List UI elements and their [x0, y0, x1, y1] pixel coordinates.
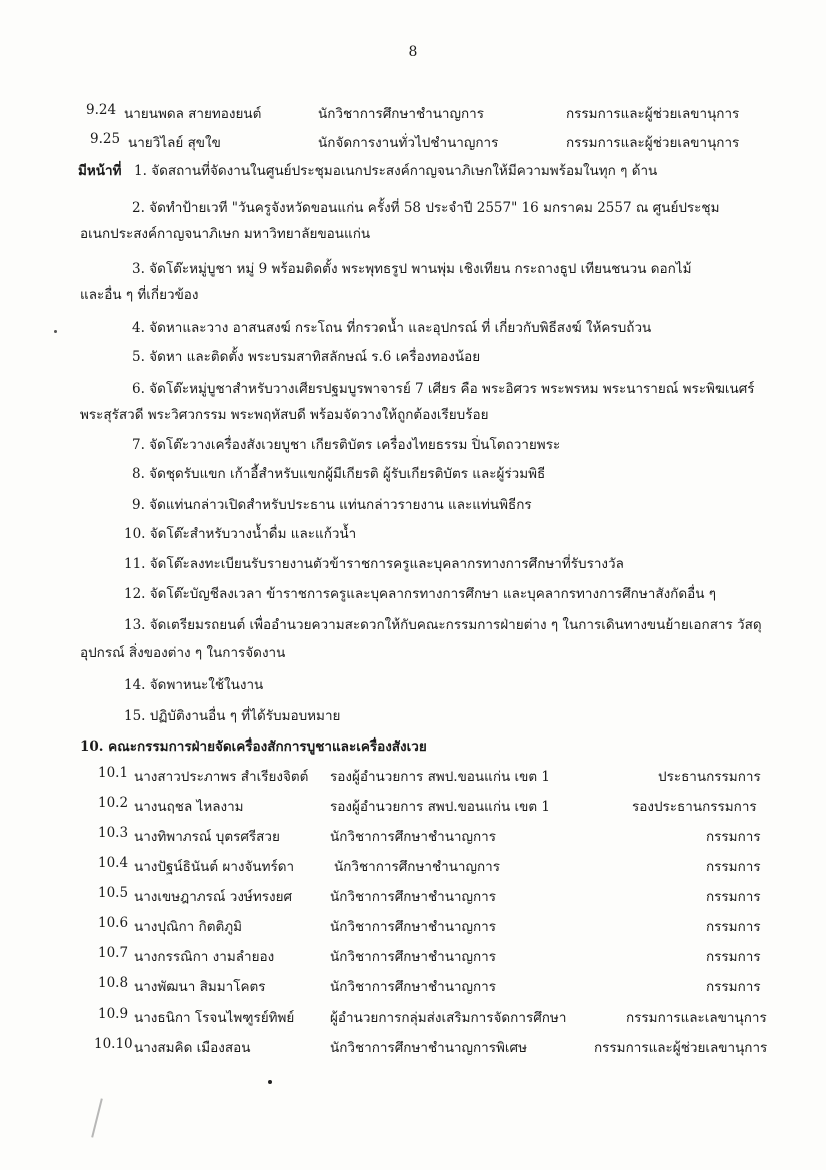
member-number: 10.6 [98, 915, 129, 931]
member-position: นักวิชาการศึกษาชำนาญการ [330, 949, 497, 965]
member-position: นักวิชาการศึกษาชำนาญการ [330, 829, 497, 845]
member-name: นางกรรณิกา งามลำยอง [134, 949, 275, 965]
member-row [0, 765, 826, 787]
member-row [0, 885, 826, 907]
duty-item: 8. จัดชุดรับแขก เก้าอี้สำหรับแขกผู้มีเกียรติ ผู้รับเกียรติบัตร และผู้ร่วมพิธี [132, 466, 546, 482]
duty-item: 4. จัดหาและวาง อาสนสงฆ์ กระโถน ที่กรวดน้ำ และอุปกรณ์ ที่ เกี่ยวกับพิธีสงฆ์ ให้ครบถ้วน [132, 320, 652, 336]
member-number: 10.10 [94, 1036, 133, 1052]
member-number: 10.2 [98, 795, 129, 811]
member-role: รองประธานกรรมการ [632, 799, 757, 815]
duty-item: 10. จัดโต๊ะสำหรับวางน้ำดื่ม และแก้วน้ำ [124, 526, 357, 542]
member-position: รองผู้อำนวยการ สพป.ขอนแก่น เขต 1 [330, 799, 551, 815]
member-role: กรรมการ [706, 919, 761, 935]
member-name: นางพัฒนา สิมมาโคตร [134, 979, 266, 995]
duties-label: มีหน้าที่ [78, 163, 122, 179]
duty-item: 1. จัดสถานที่จัดงานในศูนย์ประชุมอเนกประสงค์กาญจนาภิเษกให้มีความพร้อมในทุก ๆ ด้าน [134, 163, 658, 179]
member-role: กรรมการและผู้ช่วยเลขานุการ [566, 106, 740, 122]
duty-item-continuation: และอื่น ๆ ที่เกี่ยวข้อง [80, 287, 199, 303]
duty-item-continuation: พระสุรัสวดี พระวิศวกรรม พระพฤหัสบดี พร้อมจัดวางให้ถูกต้องเรียบร้อย [80, 407, 489, 423]
scan-pen-mark [91, 1098, 103, 1137]
member-role: กรรมการและเลขานุการ [626, 1010, 767, 1026]
member-role: กรรมการ [706, 949, 761, 965]
member-role: กรรมการ [706, 829, 761, 845]
duty-item: 6. จัดโต๊ะหมู่บูชาสำหรับวางเศียรปฐมบูรพาจารย์ 7 เศียร คือ พระอิศวร พระพรหม พระนารายณ์ พระพิฆเนศร์ [132, 381, 755, 397]
member-role: กรรมการ [706, 859, 761, 875]
member-number: 10.8 [98, 975, 129, 991]
member-number: 10.1 [98, 765, 129, 781]
duty-item: 5. จัดหา และติดตั้ง พระบรมสาทิสลักษณ์ ร.6 เครื่องทองน้อย [132, 349, 481, 365]
member-position: นักวิชาการศึกษาชำนาญการ [330, 889, 497, 905]
member-number: 9.24 [86, 102, 117, 118]
prior-member-row [0, 102, 826, 124]
duty-item: 7. จัดโต๊ะวางเครื่องสังเวยบูชา เกียรติบัตร เครื่องไทยธรรม ปิ่นโตถวายพระ [132, 437, 561, 453]
prior-member-row [0, 131, 826, 153]
member-position: นักวิชาการศึกษาชำนาญการ [330, 979, 497, 995]
member-number: 10.3 [98, 825, 129, 841]
member-row [0, 1036, 826, 1058]
member-name: นายวิไลย์ สุขใข [128, 135, 221, 151]
member-role: ประธานกรรมการ [658, 769, 761, 785]
member-position: นักวิชาการศึกษาชำนาญการ [330, 919, 497, 935]
duty-item: 11. จัดโต๊ะลงทะเบียนรับรายงานตัวข้าราชการครูและบุคลากรทางการศึกษาที่รับรางวัล [124, 556, 624, 572]
duty-item: 12. จัดโต๊ะบัญชีลงเวลา ข้าราชการครูและบุคลากรทางการศึกษา และบุคลากรทางการศึกษาสังกัดอื่น ๆ [124, 586, 716, 602]
member-number: 10.4 [98, 855, 129, 871]
member-row [0, 855, 826, 877]
member-name: นางเขษฎาภรณ์ วงษ์ทรงยศ [134, 889, 293, 905]
member-number: 10.7 [98, 945, 129, 961]
member-position: นักวิชาการศึกษาชำนาญการ [334, 859, 501, 875]
member-number: 10.9 [98, 1006, 129, 1022]
duty-item: 2. จัดทำป้ายเวที "วันครูจังหวัดขอนแก่น ครั้งที่ 58 ประจำปี 2557" 16 มกราคม 2557 ณ ศูนย์ประชุม [132, 200, 720, 216]
duty-item-continuation: อเนกประสงค์กาญจนาภิเษก มหาวิทยาลัยขอนแก่น [80, 226, 371, 242]
member-role: กรรมการและผู้ช่วยเลขานุการ [566, 135, 740, 151]
member-role: กรรมการ [706, 889, 761, 905]
member-position: รองผู้อำนวยการ สพป.ขอนแก่น เขต 1 [330, 769, 551, 785]
member-row [0, 915, 826, 937]
duty-item: 13. จัดเตรียมรถยนต์ เพื่ออำนวยความสะดวกให้กับคณะกรรมการฝ่ายต่าง ๆ ในการเดินทางขนย้ายเอกสาร วัสดุ [124, 617, 762, 633]
member-name: นางธนิกา โรจนไพฑูรย์ทิพย์ [134, 1010, 295, 1026]
member-number: 10.5 [98, 885, 129, 901]
member-row [0, 975, 826, 997]
member-position: นักวิชาการศึกษาชำนาญการ [318, 106, 485, 122]
member-row [0, 1006, 826, 1028]
page-number: 8 [408, 44, 418, 60]
member-row [0, 795, 826, 817]
duty-item: 9. จัดแท่นกล่าวเปิดสำหรับประธาน แท่นกล่าวรายงาน และแท่นพิธีกร [132, 497, 532, 513]
member-number: 9.25 [90, 131, 121, 147]
member-name: นางปัฐน์ธินันต์ ผางจันทร์ดา [134, 859, 295, 875]
member-name: นางนฤชล ไหลงาม [134, 799, 244, 815]
scan-speck [268, 1080, 272, 1084]
duty-item-continuation: อุปกรณ์ สิ่งของต่าง ๆ ในการจัดงาน [80, 645, 286, 661]
member-name: นางปุณิกา กิตติภูมิ [134, 919, 243, 935]
member-name: นางสาวประภาพร สำเรียงจิตต์ [134, 769, 309, 785]
member-name: นางสมคิด เมืองสอน [134, 1040, 251, 1056]
member-role: กรรมการ [706, 979, 761, 995]
duty-item: 3. จัดโต๊ะหมู่บูชา หมู่ 9 พร้อมติดตั้ง พระพุทธรูป พานพุ่ม เชิงเทียน กระถางธูป เทียนชนวน ดอกไม้ [132, 261, 692, 277]
duty-item: 15. ปฏิบัติงานอื่น ๆ ที่ได้รับมอบหมาย [124, 708, 341, 724]
scan-speck [54, 330, 57, 333]
member-position: นักวิชาการศึกษาชำนาญการพิเศษ [330, 1040, 527, 1056]
member-name: นางทิพาภรณ์ บุตรศรีสวย [134, 829, 280, 845]
section-title: 10. คณะกรรมการฝ่ายจัดเครื่องสักการบูชาและเครื่องสังเวย [80, 739, 427, 755]
member-row [0, 825, 826, 847]
member-position: ผู้อำนวยการกลุ่มส่งเสริมการจัดการศึกษา [330, 1010, 567, 1026]
member-row [0, 945, 826, 967]
member-name: นายนพดล สายทองยนต์ [124, 106, 262, 122]
member-role: กรรมการและผู้ช่วยเลขานุการ [594, 1040, 768, 1056]
member-position: นักจัดการงานทั่วไปชำนาญการ [318, 135, 499, 151]
duty-item: 14. จัดพาหนะใช้ในงาน [124, 677, 264, 693]
